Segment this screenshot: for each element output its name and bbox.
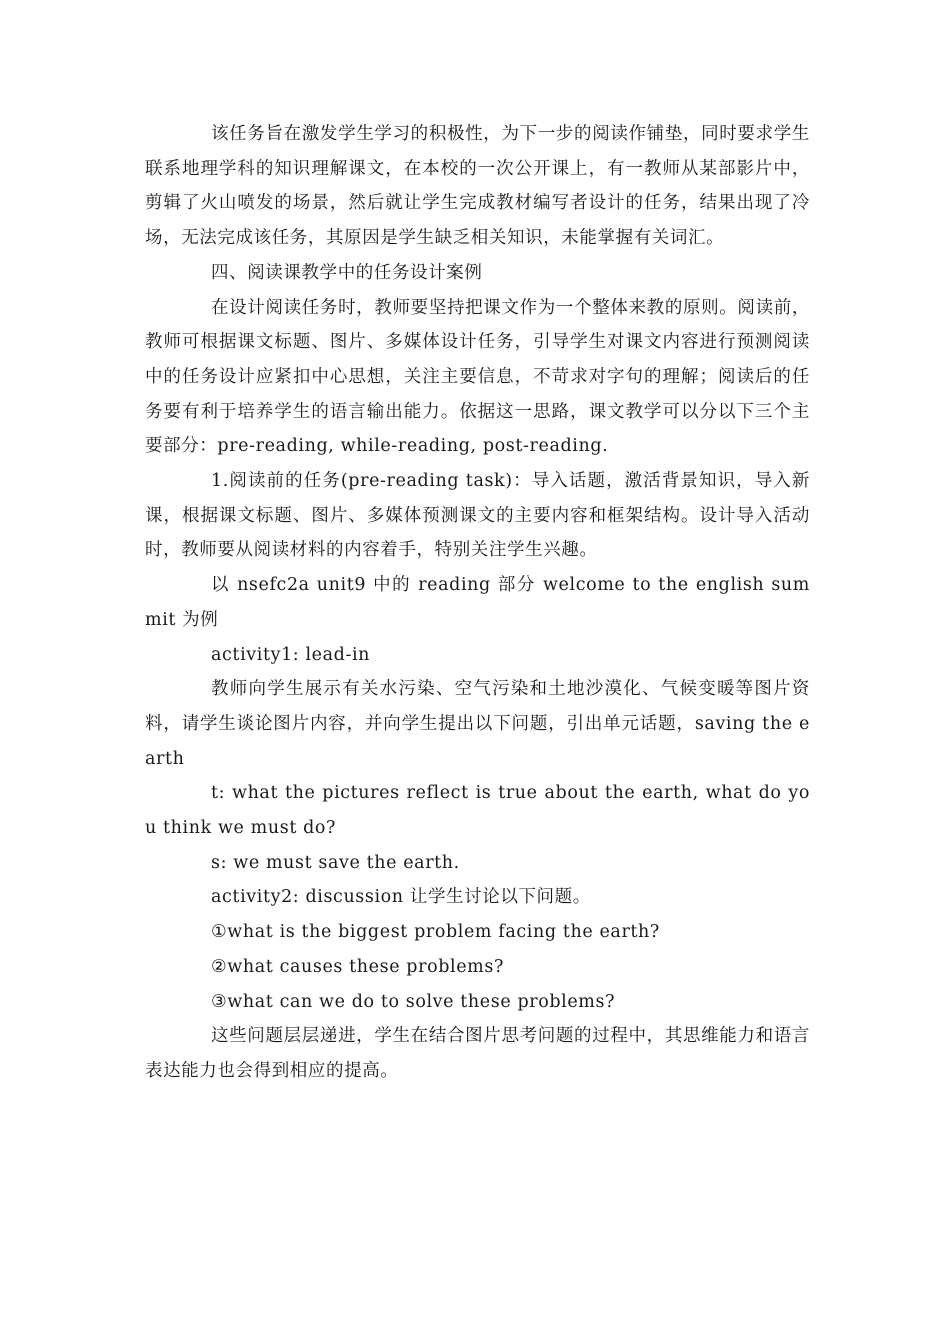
question-item-1: ①what is the biggest problem facing the earth? <box>211 922 660 943</box>
activity1-heading: activity1: lead-in <box>211 644 371 665</box>
section-heading-four: 四、阅读课教学中的任务设计案例 <box>211 262 483 283</box>
document-body <box>145 117 810 1089</box>
paragraph-task-purpose: 该任务旨在激发学生学习的积极性，为下一步的阅读作铺垫，同时要求学生联系地理学科的知识理解课文，在本校的一次公开课上，有一教师从某部影片中，剪辑了火山喷发的场景，然后就让学生完成教材编写者设计的任务，结果出现了冷场，无法完成该任务，其原因是学生缺乏相关知识，未能掌握有关词汇。 <box>145 124 810 249</box>
paragraph-example-intro: 以 nsefc2a unit9 中的 reading 部分 welcome to the english summit 为例 <box>145 575 810 630</box>
dialogue-teacher-line: t: what the pictures reflect is true about the earth, what do you think we must do? <box>145 783 810 839</box>
paragraph-conclusion: 这些问题层层递进，学生在结合图片思考问题的过程中，其思维能力和语言表达能力也会得到相应的提高。 <box>145 1026 810 1081</box>
paragraph-activity1-description: 教师向学生展示有关水污染、空气污染和土地沙漠化、气候变暖等图片资料，请学生谈论图片内容，并向学生提出以下问题，引出单元话题，saving the earth <box>145 679 810 769</box>
question-item-2: ②what causes these problems? <box>211 956 504 977</box>
paragraph-design-principle: 在设计阅读任务时，教师要坚持把课文作为一个整体来教的原则。阅读前，教师可根据课文标题、图片、多媒体设计任务，引导学生对课文内容进行预测阅读中的任务设计应紧扣中心思想，关注主要信息，不苛求对字句的理解；阅读后的任务要有利于培养学生的语言输出能力。依据这一思路，课文教学可以分以下三个主要部分：pre-reading, while-reading, post-reading. <box>145 297 810 457</box>
question-item-3: ③what can we do to solve these problems? <box>211 991 616 1012</box>
paragraph-pre-reading-task: 1.阅读前的任务(pre-reading task)：导入话题，激活背景知识，导入新课，根据课文标题、图片、多媒体预测课文的主要内容和框架结构。设计导入活动时，教师要从阅读材料的内容着手，特别关注学生兴趣。 <box>145 471 810 561</box>
dialogue-student-line: s: we must save the earth. <box>211 852 460 873</box>
activity2-heading: activity2: discussion 让学生讨论以下问题。 <box>211 887 591 908</box>
